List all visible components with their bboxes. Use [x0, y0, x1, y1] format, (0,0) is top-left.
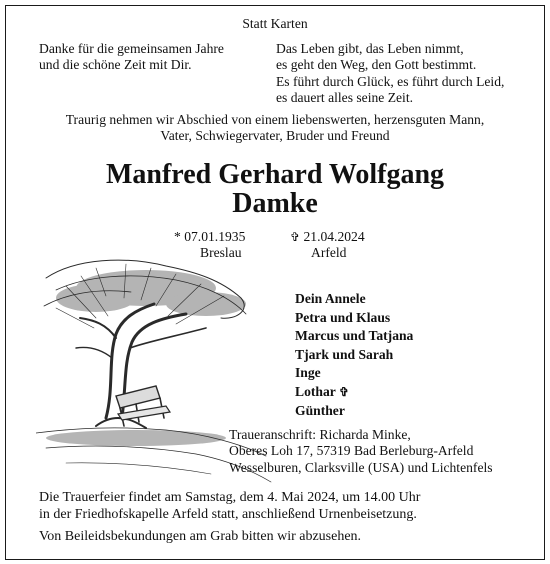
address-line: Oberes Loh 17, 57319 Bad Berleburg-Arfeld	[229, 443, 474, 459]
service-info	[39, 490, 420, 523]
quote-left	[39, 41, 224, 74]
birth-info	[174, 229, 245, 262]
family-member: Dein Annele	[295, 291, 366, 306]
quote-right-line: Das Leben gibt, das Leben nimmt,	[276, 41, 464, 56]
address-line: Traueranschrift: Richarda Minke,	[229, 427, 411, 442]
quote-right	[276, 41, 504, 107]
service-line: in der Friedhofskapelle Arfeld statt, anschließend Urnenbeisetzung.	[39, 506, 417, 522]
intro-text	[0, 112, 550, 145]
address-line: Wesselburen, Clarksville (USA) und Lichtenfels	[229, 459, 493, 475]
quote-right-line: es dauert alles seine Zeit.	[276, 90, 414, 106]
name-line: Damke	[232, 188, 318, 219]
family-member: Günther	[295, 402, 345, 418]
name-line: Manfred Gerhard Wolfgang	[105, 159, 445, 190]
family-member: Petra und Klaus	[295, 309, 391, 325]
deceased-name	[0, 160, 550, 218]
quote-right-line: es geht den Weg, den Gott bestimmt.	[276, 57, 477, 73]
quote-left-line: und die schöne Zeit mit Dir.	[39, 57, 192, 73]
death-place: Arfeld	[311, 245, 347, 261]
mourning-address	[229, 427, 493, 476]
death-info	[290, 229, 365, 262]
death-date: 21.04.2024	[303, 229, 365, 244]
intro-line: Traurig nehmen wir Abschied von einem liebenswerten, herzensguten Mann,	[65, 112, 485, 127]
quote-left-line: Danke für die gemeinsamen Jahre	[39, 41, 224, 56]
closing-note: Von Beileidsbekundungen am Grab bitten wir abzusehen.	[39, 529, 362, 544]
birth-date: 07.01.1935	[184, 229, 246, 244]
service-line: Die Trauerfeier findet am Samstag, dem 4. Mai 2024, um 14.00 Uhr	[39, 490, 421, 505]
birth-symbol: *	[174, 229, 181, 244]
family-member: Marcus und Tatjana	[295, 328, 414, 344]
family-list	[295, 290, 413, 420]
intro-line: Vater, Schwiegervater, Bruder und Freund	[160, 128, 390, 144]
family-member: Inge	[295, 365, 321, 381]
death-cross-icon: ✞	[290, 230, 301, 244]
cross-icon: ✞	[338, 384, 350, 399]
birth-place: Breslau	[200, 245, 242, 261]
quote-right-line: Es führt durch Glück, es führt durch Leid,	[276, 73, 505, 89]
header-statt-karten: Statt Karten	[242, 16, 308, 31]
family-member: Tjark und Sarah	[295, 346, 394, 362]
family-member: Lothar	[295, 383, 336, 399]
